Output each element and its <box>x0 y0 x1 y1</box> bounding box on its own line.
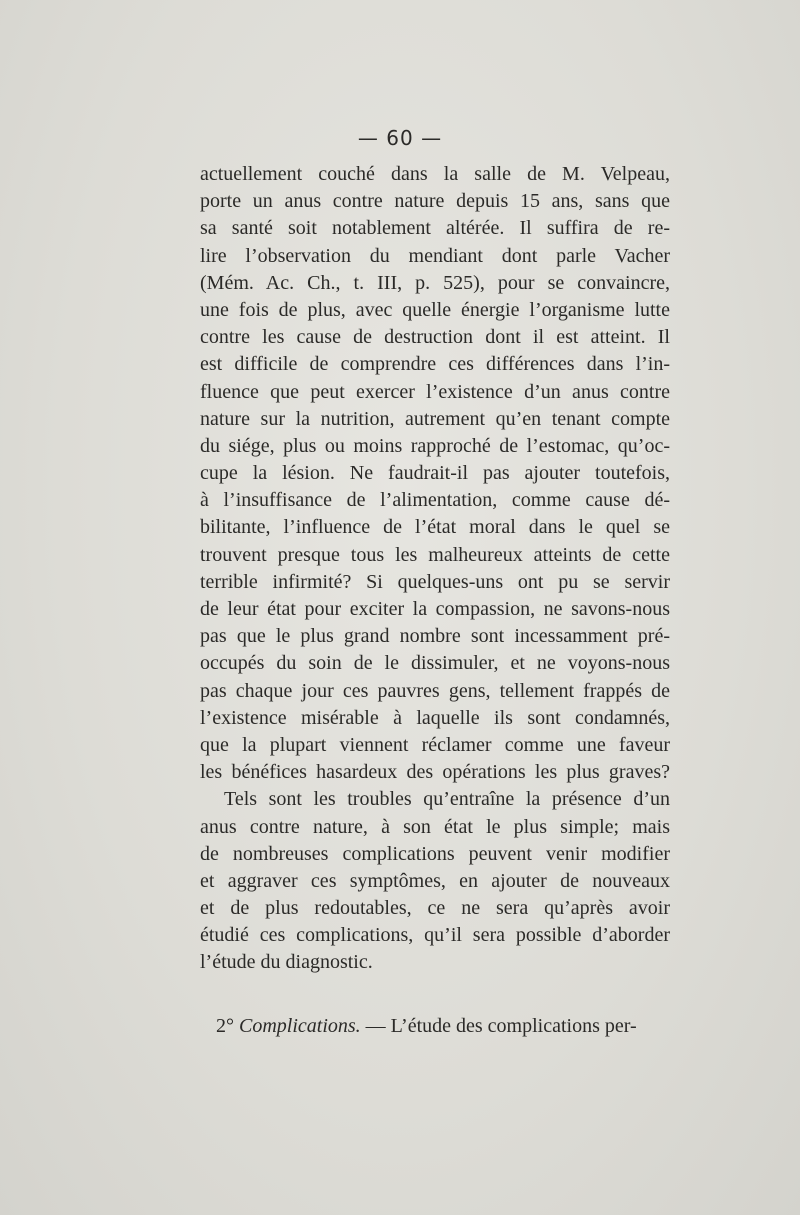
text-line: bilitante, l’influence de l’état moral dans le quel se <box>200 516 670 539</box>
text-line: fluence que peut exercer l’existence d’un anus contre <box>200 380 670 403</box>
text-line: de nombreuses complications peuvent venir modifier <box>200 842 670 865</box>
text-line: une fois de plus, avec quelle énergie l’organisme lutte <box>200 298 670 321</box>
text-line: occupés du soin de le dissimuler, et ne voyons-nous <box>200 652 670 675</box>
text-line: pas que le plus grand nombre sont incessamment pré- <box>200 625 670 648</box>
text-line: pas chaque jour ces pauvres gens, tellement frappés de <box>200 679 670 702</box>
text-line: anus contre nature, à son état le plus simple; mais <box>200 815 670 838</box>
text-line: les bénéfices hasardeux des opérations les plus graves? <box>200 761 670 784</box>
text-line: nature sur la nutrition, autrement qu’en tenant compte <box>200 407 670 430</box>
text-line: et de plus redoutables, ce ne sera qu’après avoir <box>200 897 670 920</box>
text-line: cupe la lésion. Ne faudrait-il pas ajouter toutefois, <box>200 462 670 485</box>
text-line: l’existence misérable à laquelle ils sont condamnés, <box>200 706 670 729</box>
text-line: Tels sont les troubles qu’entraîne la présence d’un <box>224 788 670 811</box>
text-line: étudié ces complications, qu’il sera possible d’aborder <box>200 924 670 947</box>
section-text: — L’étude des complications per- <box>365 1015 637 1037</box>
text-line: porte un anus contre nature depuis 15 ans, sans que <box>200 190 670 213</box>
text-line: est difficile de comprendre ces différences dans l’in- <box>200 353 670 376</box>
text-line: à l’insuffisance de l’alimentation, comme cause dé- <box>200 489 670 512</box>
text-line: lire l’observation du mendiant dont parle Vacher <box>200 244 670 267</box>
text-line: contre les cause de destruction dont il est atteint. Il <box>200 326 670 349</box>
text-line: de leur état pour exciter la compassion, ne savons-nous <box>200 598 670 620</box>
section-heading <box>200 1013 670 1040</box>
section-title: Complications. <box>239 1015 361 1037</box>
text-line: l’étude du diagnostic. <box>200 951 373 974</box>
section-number: 2° <box>216 1015 234 1037</box>
text-line: actuellement couché dans la salle de M. Velpeau, <box>200 163 670 185</box>
text-line: trouvent presque tous les malheureux atteints de cette <box>200 543 670 566</box>
page-number: — 60 — <box>357 126 443 150</box>
text-line: que la plupart viennent réclamer comme une faveur <box>200 733 670 756</box>
body-text <box>200 161 670 977</box>
text-line: et aggraver ces symptômes, en ajouter de nouveaux <box>200 869 670 892</box>
text-line: (Mém. Ac. Ch., t. III, p. 525), pour se convaincre, <box>200 271 670 294</box>
text-line: terrible infirmité? Si quelques-uns ont pu se servir <box>200 570 670 593</box>
text-line: sa santé soit notablement altérée. Il suffira de re- <box>200 217 670 240</box>
text-line: du siége, plus ou moins rapproché de l’estomac, qu’oc- <box>200 434 670 457</box>
